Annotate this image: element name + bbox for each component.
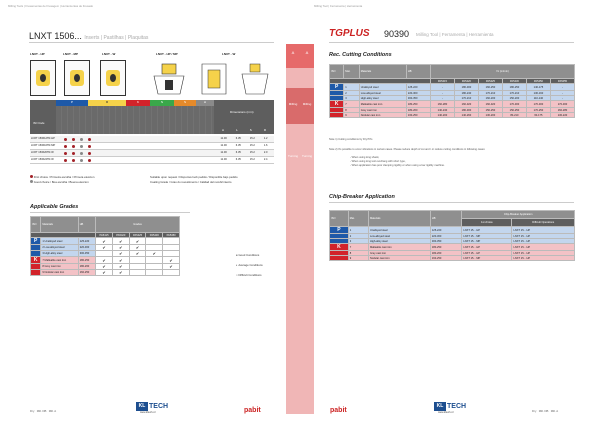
rec-col: PA5430 <box>502 79 526 84</box>
chip-material: Malleable cast iron <box>368 244 430 251</box>
rec-value: 160-280 <box>430 101 454 108</box>
grid-dot <box>72 145 75 148</box>
check-icon: ✔ <box>112 238 129 245</box>
rec-value: 150-200 <box>502 96 526 101</box>
chip-row <box>330 256 575 261</box>
grid-row-code: LNXT 150616TR-MP <box>31 144 56 147</box>
rec-hb: 220-300 <box>406 91 430 96</box>
rec-mat-num: 2 <box>344 91 359 96</box>
footer-marks: Dry Mill. DB Mill. A <box>30 409 57 413</box>
chip-row <box>330 227 575 234</box>
chip-hb: 125-220 <box>430 227 461 234</box>
check-icon: ✔ <box>112 270 129 276</box>
note-2: Note 2) It's possible to occur vibrations in certain cases. Please reduce depth of cut and / or reduce cutting conditions in following cases: <box>329 148 486 151</box>
rec-value: 150-250 <box>502 108 526 113</box>
insert-label-5: LNXT - W <box>222 52 236 56</box>
rec-row <box>330 101 575 108</box>
rec-mat-num: 7 <box>344 101 359 108</box>
empty-cell <box>146 270 163 276</box>
chip-first: LNXT 15... MP <box>462 239 512 244</box>
check-icon: ✔ <box>96 257 113 264</box>
check-icon: ✔ <box>112 264 129 270</box>
rec-value: 170-300 <box>550 101 574 108</box>
group-n: N <box>150 100 174 106</box>
check-icon: ✔ <box>163 257 180 264</box>
kltech-logo-left: KL TECH www.kltech.cz <box>136 402 172 414</box>
grid-row-code: LNXT 150620TR-W <box>31 151 54 154</box>
rec-value: 170-210 <box>478 91 502 96</box>
grades-row <box>31 270 180 276</box>
grades-material: 7 Malleable cast iron <box>41 257 78 264</box>
right-header: Milling Tool | Ferramenta | Herramienta <box>314 4 363 8</box>
right-title-sub: Milling Tool | Ferramenta | Herramienta <box>416 32 494 37</box>
rec-value: 60-175 <box>526 113 550 118</box>
check-icon: ✔ <box>129 245 146 251</box>
material-grid <box>30 100 274 172</box>
chip-first: LNXT 15... MP <box>462 234 512 239</box>
grid-row <box>30 150 274 157</box>
left-sidebar <box>286 44 300 414</box>
chip-col-first: 1st choice <box>462 219 512 227</box>
grid-dot <box>72 159 75 162</box>
grades-hb: 220-300 <box>78 245 95 251</box>
rec-value: 140-240 <box>430 108 454 113</box>
rec-cutting-table <box>329 64 575 118</box>
empty-cell <box>129 257 146 264</box>
grades-hb: 160-250 <box>78 270 95 276</box>
rec-value: 180-300 <box>454 84 478 91</box>
rec-value: 160-250 <box>478 84 502 91</box>
group-h: H <box>196 100 214 106</box>
grid-dot <box>80 152 83 155</box>
grades-material: 1 Unalloyed steel <box>41 238 78 245</box>
rec-value: - <box>430 84 454 91</box>
rec-value: 110-140 <box>526 96 550 101</box>
rec-hb: 180-260 <box>406 108 430 113</box>
left-tab-a[interactable]: A <box>291 50 295 55</box>
chip-first: LNXT 15... HP <box>462 244 512 251</box>
rec-mat-num: 9 <box>344 113 359 118</box>
rec-col: PA5415 <box>430 79 454 84</box>
rec-value: 140-175 <box>526 84 550 91</box>
grade-col: PA5425 <box>129 233 146 238</box>
chip-mat-num: 7 <box>348 244 368 251</box>
rec-head-hb: HB <box>406 65 430 79</box>
rec-value: 160-320 <box>454 101 478 108</box>
chip-material: High-alloy steel <box>368 239 430 244</box>
chip-iso <box>330 256 349 261</box>
check-icon: ✔ <box>96 270 113 276</box>
rec-value: - <box>430 96 454 101</box>
insert-image-1 <box>30 60 56 96</box>
note-line-1: - When using long shank, <box>350 156 380 159</box>
grades-hb: 300-350 <box>78 251 95 257</box>
right-tab-a[interactable]: A <box>305 50 309 55</box>
dim-col-l: L <box>236 128 238 132</box>
grid-dot <box>64 138 67 141</box>
grid-dim-value: 6.35 <box>235 151 241 154</box>
rec-material: Malleable cast iron <box>359 101 406 108</box>
rec-value: 160-200 <box>478 96 502 101</box>
rec-value: - <box>430 91 454 96</box>
rec-value: 170-210 <box>502 91 526 96</box>
rec-col: PA5425 <box>478 79 502 84</box>
grid-dim-value: 15.2 <box>249 158 255 161</box>
left-title-sub: Inserts | Pastilhas | Plaquitas <box>84 35 149 41</box>
grade-col: PA5420 <box>112 233 129 238</box>
rec-mat-num: 8 <box>344 108 359 113</box>
note-1: Note 1) Cutting conditions by Dry/70's <box>329 138 373 141</box>
grade-col: PA5450 <box>163 233 180 238</box>
rec-material: Unalloyed steel <box>359 84 406 91</box>
grid-row-dims <box>216 158 272 161</box>
rec-material: Low-alloyed steel <box>359 91 406 96</box>
grid-dim-value: 15.2 <box>249 144 255 147</box>
insert-image-3 <box>100 60 126 96</box>
chip-iso: P <box>330 227 349 234</box>
chip-breaker-title: Chip-Breaker Application <box>329 194 395 200</box>
chip-mat-num: 2 <box>348 234 368 239</box>
rec-value: - <box>550 96 574 101</box>
chip-hb: 180-260 <box>430 251 461 256</box>
grid-dim-value: 6.35 <box>235 144 241 147</box>
grid-dim-value: 2.0 <box>263 151 268 154</box>
grades-row <box>31 257 180 264</box>
rec-material: Grey cast iron <box>359 108 406 113</box>
rec-value: 160-280 <box>550 108 574 113</box>
grid-dim-value: 15.2 <box>249 151 255 154</box>
grid-row-dims <box>216 144 272 147</box>
grades-iso: K <box>31 257 41 264</box>
rec-hb: 180-250 <box>406 101 430 108</box>
rec-col: PA5455 <box>550 79 574 84</box>
rec-row <box>330 84 575 91</box>
rec-value: 130-220 <box>550 113 574 118</box>
kltech-logo-right: KL TECH www.kltech.cz <box>434 402 470 414</box>
grid-dim-value: 6.35 <box>235 158 241 161</box>
rec-head-mat: Mat. <box>344 65 359 79</box>
grades-material: 8 Grey cast iron <box>41 264 78 270</box>
grades-head-materials: Materials <box>41 217 78 233</box>
rec-value: 180-300 <box>454 108 478 113</box>
chip-iso: K <box>330 244 349 251</box>
chip-difficult: LNXT 15... HP <box>512 256 575 261</box>
check-icon: ✔ <box>146 251 163 257</box>
grid-rows <box>30 136 274 164</box>
grid-row-dims <box>216 151 272 154</box>
note-line-2: - When using long tool overhang with short type, <box>350 160 406 163</box>
rec-head-materials: Materials <box>359 65 406 79</box>
chip-first: LNXT 15... MP <box>462 256 512 261</box>
empty-cell <box>146 257 163 264</box>
grades-hb: 125-220 <box>78 238 95 245</box>
chip-rule <box>329 202 574 203</box>
right-title: 90390 <box>384 29 410 39</box>
average-conditions: ◐ Average Conditions <box>236 263 263 267</box>
chip-hb: 220-300 <box>430 234 461 239</box>
check-icon: ✔ <box>96 245 113 251</box>
rec-cutting-title: Rec. Cutting Conditions <box>329 52 392 58</box>
rec-row <box>330 113 575 118</box>
chip-difficult: LNXT 15... HP <box>512 227 575 234</box>
grid-dot <box>88 159 91 162</box>
insert-drawing-2 <box>200 62 228 96</box>
empty-cell <box>163 238 180 245</box>
rec-hb: 160-250 <box>406 113 430 118</box>
chip-breaker-table <box>329 210 575 261</box>
rec-head-iso: ISO <box>330 65 344 79</box>
chip-mat-num: 1 <box>348 227 368 234</box>
grades-head-iso: ISO <box>31 217 41 233</box>
grid-dot <box>88 145 91 148</box>
applicable-grades-title: Applicable Grades <box>30 204 79 210</box>
right-tab-milling[interactable]: Milling <box>302 102 312 106</box>
rec-value: 180-240 <box>454 91 478 96</box>
rec-value: 130-200 <box>478 113 502 118</box>
left-header: Milling Tools | Fresamentas de Fresagem | Herramientas de Fresado <box>8 4 94 8</box>
group-k: K <box>126 100 150 106</box>
chip-difficult: LNXT 15... HP <box>512 244 575 251</box>
check-icon: ✔ <box>163 264 180 270</box>
chip-material: Unalloyed steel <box>368 227 430 234</box>
chip-material: Grey cast iron <box>368 251 430 256</box>
grid-dim-value: 11.00 <box>220 137 227 140</box>
chip-head-mat: Mat. <box>348 211 368 227</box>
chip-hb: 180-250 <box>430 244 461 251</box>
rec-iso: K <box>330 101 344 108</box>
grades-material: 3 High-alloy steel <box>41 251 78 257</box>
grades-material: 9 Nodular cast iron <box>41 270 78 276</box>
chip-col-difficult: Difficult Operations <box>512 219 575 227</box>
legend-request: Suitable upon request / Disponivel sob pedido / Disponible bajo pedido <box>150 175 238 179</box>
empty-cell <box>146 238 163 245</box>
rec-hb: 125-220 <box>406 84 430 91</box>
rec-value: 170-300 <box>526 101 550 108</box>
grid-dot <box>64 145 67 148</box>
grid-dot <box>80 145 83 148</box>
rec-value: - <box>550 91 574 96</box>
pabit-logo-right: pabit <box>330 407 347 414</box>
dims-header: Dimensions (mm) <box>230 110 254 114</box>
footer-marks-right: Dry Mill. DB Mill. A <box>532 409 559 413</box>
grades-iso: P <box>31 238 41 245</box>
rec-col: PA5420 <box>454 79 478 84</box>
grid-dim-value: 11.00 <box>220 151 227 154</box>
grade-col: PA5415 <box>96 233 113 238</box>
grid-row <box>30 143 274 150</box>
rec-iso: P <box>330 84 344 91</box>
legend-good-choice: Good choice / Boa escolha / Buena eleccion <box>30 180 89 184</box>
chip-head-app: Chip-Breaker Application <box>462 211 575 219</box>
grid-iso-label: ISO Code <box>33 122 45 125</box>
insert-label-2: LNXT - MP <box>63 52 78 56</box>
rec-value: 180-250 <box>502 84 526 91</box>
section-rule <box>30 212 190 213</box>
right-title-rule <box>329 42 574 43</box>
chip-mat-num: 9 <box>348 256 368 261</box>
grades-head-hb: HB <box>78 217 95 233</box>
insert-label-1: LNXT - HP <box>30 52 45 56</box>
grid-row <box>30 136 274 143</box>
dim-col-s: S <box>249 128 252 132</box>
rec-value: 80-210 <box>502 113 526 118</box>
title-rule <box>29 42 274 43</box>
difficult-conditions: ○ Difficult Conditions <box>236 273 262 277</box>
grid-dim-value: 11.00 <box>220 158 227 161</box>
rec-value: 170-300 <box>502 101 526 108</box>
grades-iso <box>31 270 41 276</box>
rec-value: 140-200 <box>430 113 454 118</box>
grades-hb: 180-250 <box>78 257 95 264</box>
rec-value: 160-320 <box>478 101 502 108</box>
grid-dot <box>72 138 75 141</box>
rec-material: Nodular cast iron <box>359 113 406 118</box>
grid-row-dims <box>216 137 272 140</box>
left-tab-milling[interactable]: Milling <box>288 102 298 106</box>
chip-difficult: LNXT 15... HP <box>512 239 575 244</box>
empty-cell <box>163 270 180 276</box>
grades-hb: 180-260 <box>78 264 95 270</box>
grid-row-code: LNXT 150612TR-HP <box>31 137 55 140</box>
chip-head-hb: HB <box>430 211 461 227</box>
insert-drawing-1 <box>150 62 190 96</box>
chip-material: Low-alloyed steel <box>368 234 430 239</box>
left-tab-turning[interactable]: Turning <box>287 154 299 158</box>
rec-mat-num: 1 <box>344 84 359 91</box>
dim-col-r: R <box>263 128 266 132</box>
chip-row <box>330 244 575 251</box>
grades-head-grades: Grades <box>96 217 180 233</box>
grades-material: 2 Low-alloyed steel <box>41 245 78 251</box>
pabit-logo-left: pabit <box>244 407 261 414</box>
legend-first-choice: First choice / Primeira escolha / Primera eleccion <box>30 175 94 179</box>
rec-value: - <box>550 84 574 91</box>
group-s: S <box>174 100 196 106</box>
insert-label-4: LNXT - HP / MP <box>156 52 178 56</box>
rec-value: 170-250 <box>526 108 550 113</box>
grid-dot <box>80 159 83 162</box>
rec-material: High-alloy steel <box>359 96 406 101</box>
left-title <box>29 31 148 41</box>
check-icon: ✔ <box>112 245 129 251</box>
insert-label-3: LNXT - W <box>102 52 116 56</box>
grid-row <box>30 157 274 164</box>
group-p: P <box>56 100 88 106</box>
check-icon: ✔ <box>112 257 129 264</box>
left-title-main: LNXT 1506... <box>29 31 82 41</box>
chip-material: Nodular cast iron <box>368 256 430 261</box>
right-page <box>300 0 600 424</box>
chip-hb: 160-250 <box>430 256 461 261</box>
empty-cell <box>129 270 146 276</box>
chip-first: LNXT 15... HP <box>462 251 512 256</box>
group-m: M <box>88 100 126 106</box>
good-conditions: ● Good Conditions <box>236 253 260 257</box>
check-icon: ✔ <box>129 238 146 245</box>
right-tab-turning[interactable]: Turning <box>301 154 313 158</box>
grid-dot <box>64 152 67 155</box>
dim-col-a: A <box>222 128 225 132</box>
grid-row-code: LNXT 150624TR-W <box>31 158 54 161</box>
rec-value: 170-210 <box>454 96 478 101</box>
rec-head-vc: Vc (m/min) <box>430 65 574 79</box>
chip-head-iso: ISO <box>330 211 349 227</box>
rec-col: PA5450 <box>526 79 550 84</box>
chip-first: LNXT 15... HP <box>462 227 512 234</box>
rec-value: 130-160 <box>526 91 550 96</box>
check-icon: ✔ <box>96 238 113 245</box>
grades-row <box>31 238 180 245</box>
rec-hb: 300-350 <box>406 96 430 101</box>
check-icon: ✔ <box>96 264 113 270</box>
legend-coating: Coating Grade / Grau do revestimento / Calidad del recubrimiento <box>150 180 232 184</box>
grid-dot <box>72 152 75 155</box>
chip-difficult: LNXT 15... HP <box>512 234 575 239</box>
grid-dim-value: 11.00 <box>220 144 227 147</box>
insert-image-2 <box>64 60 90 96</box>
chip-hb: 300-350 <box>430 239 461 244</box>
grid-dim-value: 15.2 <box>249 137 255 140</box>
grid-dim-value: 1.2 <box>263 137 268 140</box>
applicable-grades-table <box>30 216 180 276</box>
chip-difficult: LNXT 15... HP <box>512 251 575 256</box>
grid-dot <box>80 138 83 141</box>
chip-mat-num: 3 <box>348 239 368 244</box>
grid-dim-value: 2.4 <box>263 158 268 161</box>
grid-dot <box>64 159 67 162</box>
note-line-3: - When application has poor clamping rigidity or when using a low rigidity machine. <box>350 164 445 167</box>
check-icon: ✔ <box>112 251 129 257</box>
chip-head-materials: Materials <box>368 211 430 227</box>
insert-drawing-3 <box>240 62 270 96</box>
tgplus-logo: TGPLUS <box>329 28 370 39</box>
right-sidebar <box>300 44 314 414</box>
grid-dot <box>88 138 91 141</box>
grid-dim-value: 1.6 <box>263 144 268 147</box>
chip-mat-num: 8 <box>348 251 368 256</box>
check-icon: ✔ <box>129 251 146 257</box>
rec-mat-num: 3 <box>344 96 359 101</box>
rec-value: 150-250 <box>478 108 502 113</box>
grade-col: PA5430 <box>146 233 163 238</box>
grid-dim-value: 6.35 <box>235 137 241 140</box>
rec-iso <box>330 113 344 118</box>
grid-dot <box>88 152 91 155</box>
rec-value: 140-260 <box>454 113 478 118</box>
